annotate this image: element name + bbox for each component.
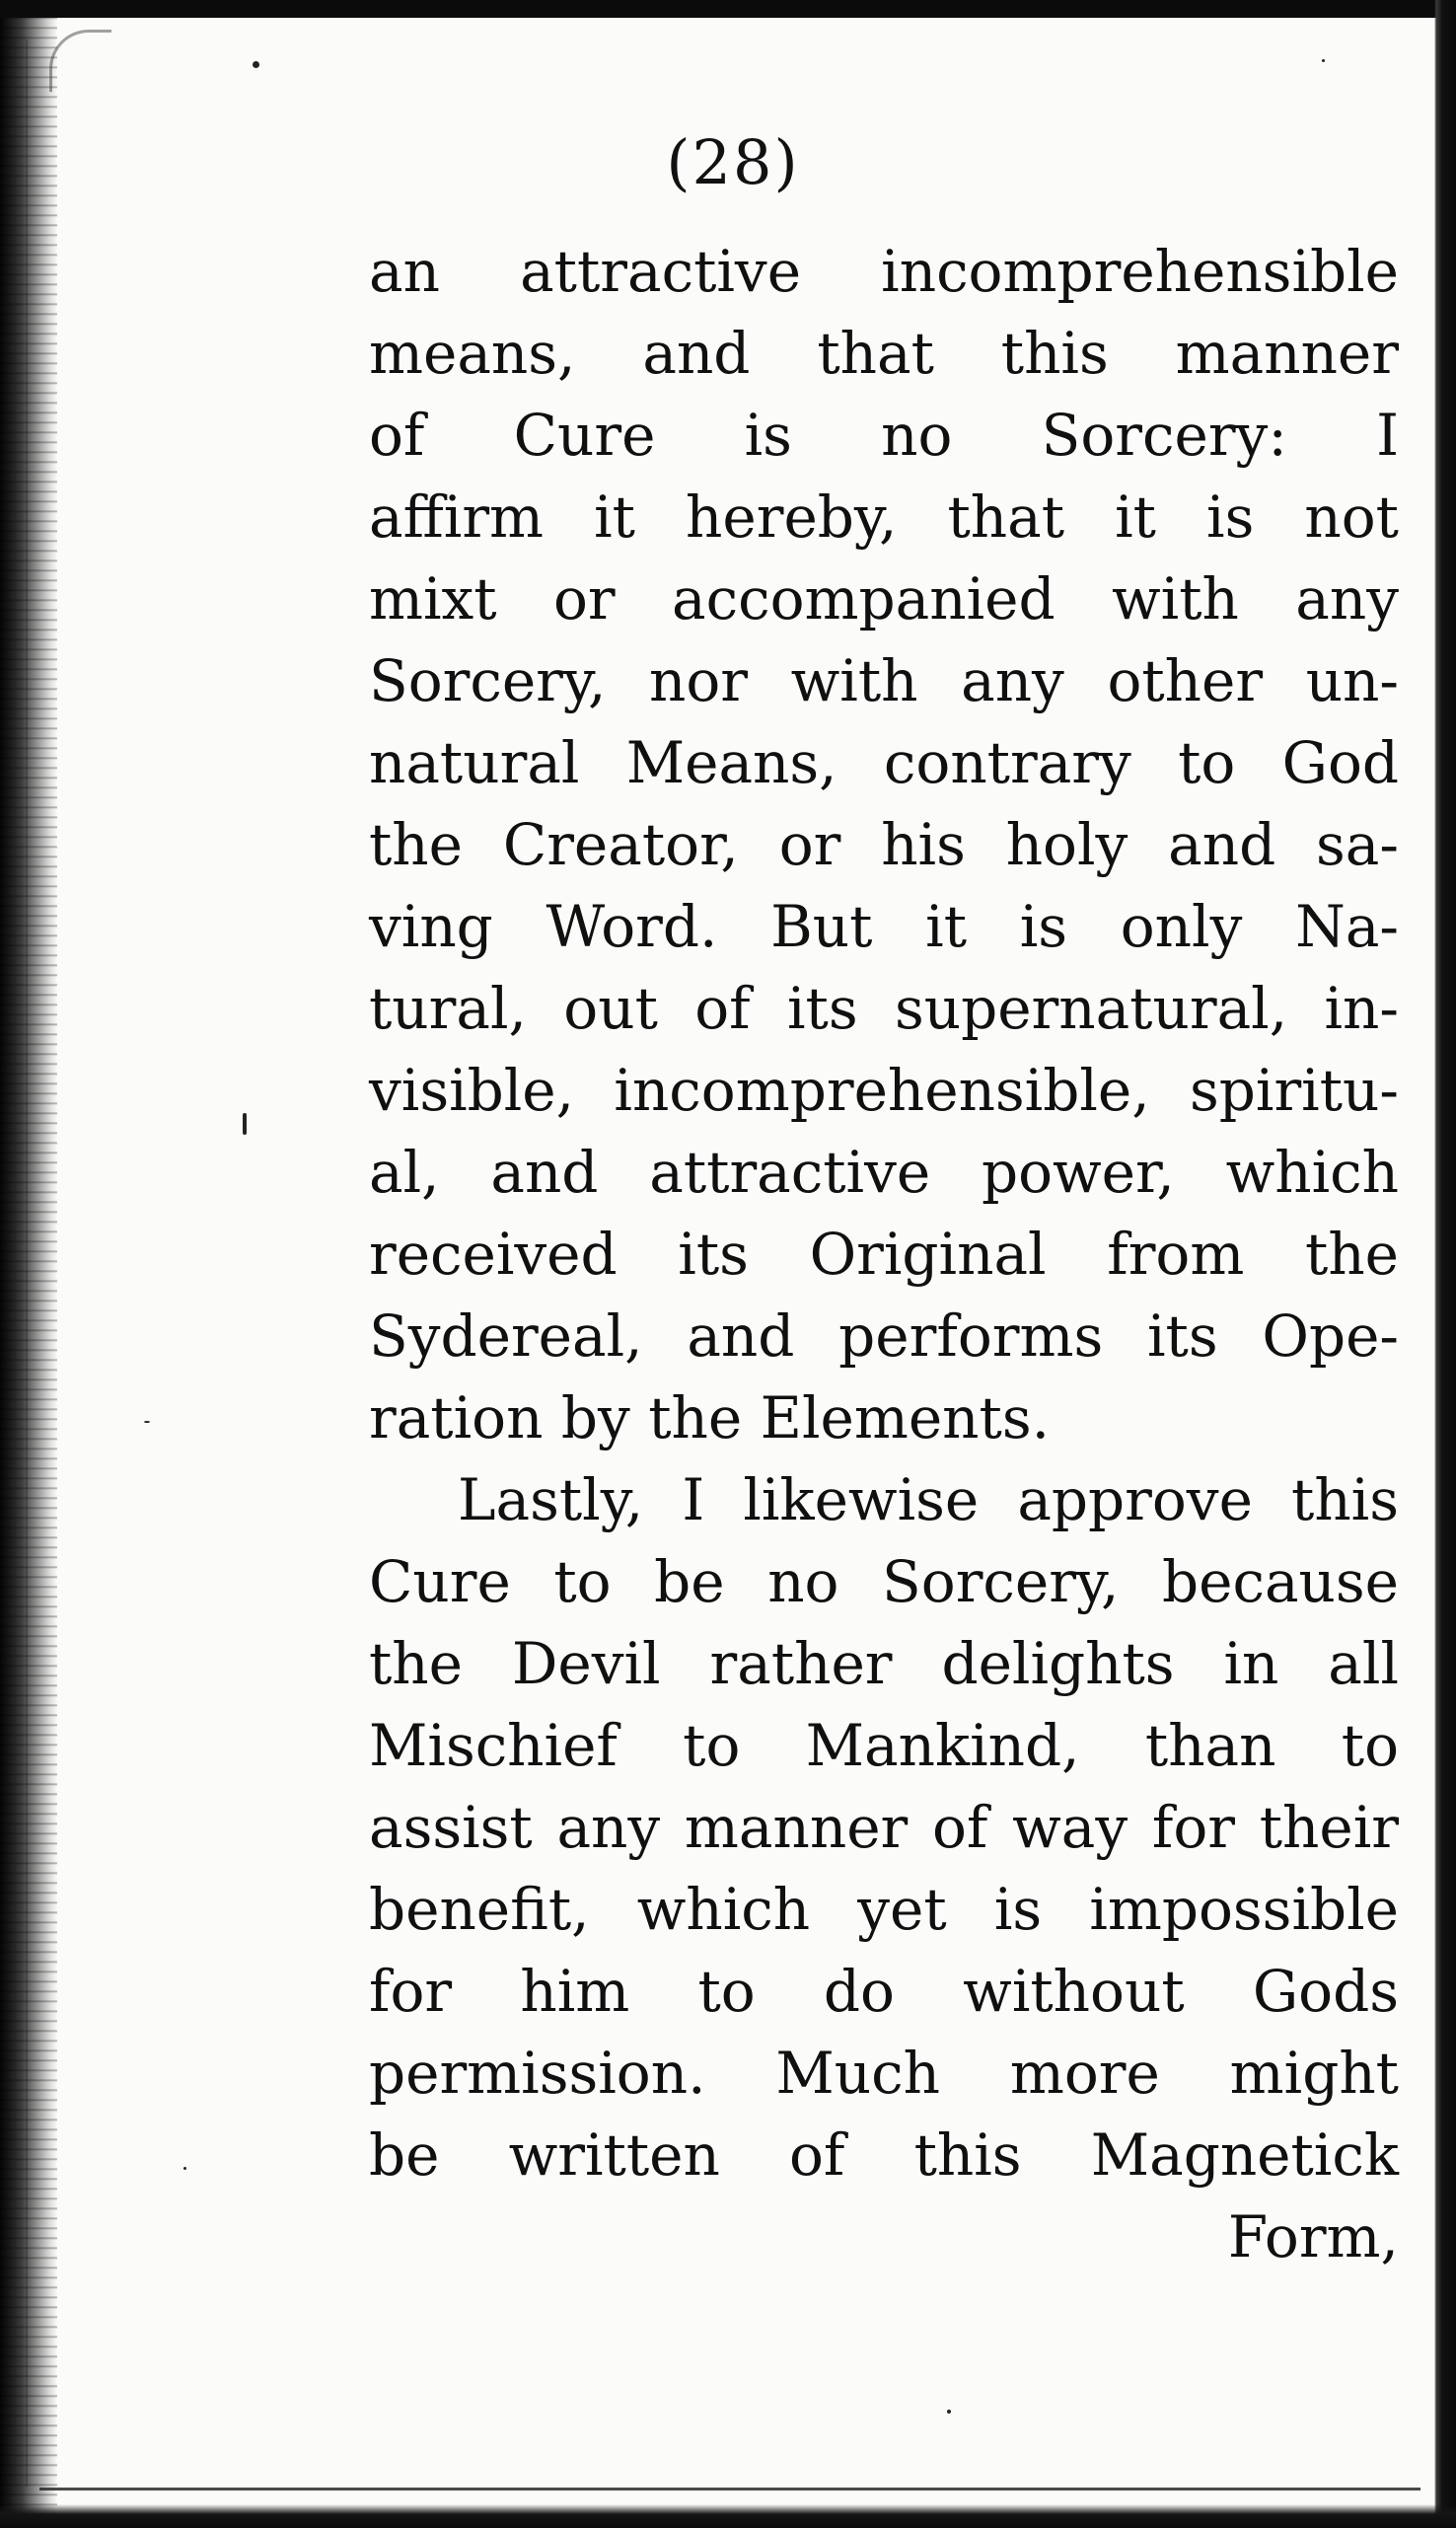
text-line: tural, out of its supernatural, in-: [369, 975, 1399, 1042]
page-number: (28): [666, 126, 800, 198]
gutter-line: [14, 39, 16, 2487]
ink-speck: [1322, 59, 1325, 62]
text-line: al, and attractive power, which: [369, 1139, 1399, 1206]
text-line: for him to do without Gods: [369, 1958, 1399, 2025]
text-line: the Creator, or his holy and sa-: [369, 811, 1399, 878]
ink-speck: [947, 2410, 951, 2414]
binding-gutter: [0, 0, 57, 2528]
ink-speck: [183, 2167, 186, 2170]
catchword: Form,: [1227, 2203, 1399, 2270]
text-line: received its Original from the: [369, 1221, 1399, 1288]
page-corner-mark: [49, 30, 111, 92]
text-line: visible, incomprehensible, spiritu-: [369, 1057, 1399, 1124]
text-line: Cure to be no Sorcery, because: [369, 1548, 1399, 1615]
scan-edge-bottom: [0, 2504, 1456, 2528]
text-line: Lastly, I likewise approve this: [458, 1466, 1399, 1533]
text-line: permission. Much more might: [369, 2040, 1399, 2107]
scan-edge-right: [1434, 0, 1456, 2528]
text-line: Mischief to Mankind, than to: [369, 1712, 1399, 1779]
text-line: natural Means, contrary to God: [369, 729, 1399, 796]
text-line: Sorcery, nor with any other un-: [369, 647, 1399, 714]
ink-speck: [253, 61, 259, 68]
text-line: ration by the Elements.: [369, 1384, 1051, 1451]
text-line: an attractive incomprehensible: [369, 238, 1399, 305]
text-line: assist any manner of way for their: [369, 1794, 1399, 1861]
body-text: [369, 231, 1399, 2278]
text-line: ving Word. But it is only Na-: [369, 893, 1399, 960]
text-line: Sydereal, and performs its Ope-: [369, 1302, 1399, 1370]
scan-edge-top: [0, 0, 1456, 18]
text-line: be written of this Magnetick: [369, 2121, 1399, 2189]
text-line: affirm it hereby, that it is not: [369, 483, 1399, 551]
page-frame-line: [39, 2488, 1420, 2491]
text-line: of Cure is no Sorcery: I: [369, 402, 1399, 469]
gutter-line: [26, 39, 28, 2487]
text-line: means, and that this manner: [369, 320, 1399, 387]
text-line: the Devil rather delights in all: [369, 1630, 1399, 1697]
ink-speck: [144, 1421, 150, 1423]
text-line: mixt or accompanied with any: [369, 565, 1399, 632]
text-line: benefit, which yet is impossible: [369, 1876, 1399, 1943]
ink-speck: [243, 1113, 247, 1135]
